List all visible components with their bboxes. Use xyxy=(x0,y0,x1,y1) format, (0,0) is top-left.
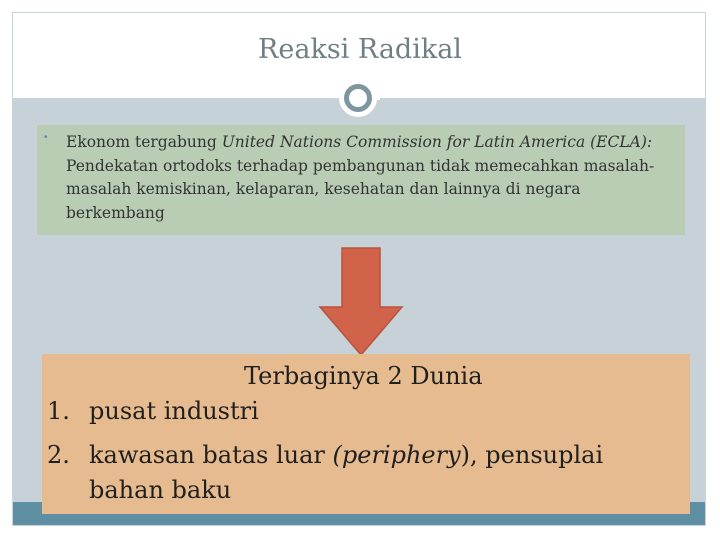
list-text-before: kawasan batas luar xyxy=(89,441,333,469)
list-number: 1. xyxy=(47,397,70,425)
bullet-org-name: United Nations Commission for Latin America xyxy=(221,133,586,151)
slide-title: Reaksi Radikal xyxy=(258,34,462,65)
list-text-after: ), pensuplai xyxy=(460,441,604,469)
bullet-marker: • xyxy=(44,132,48,143)
circle-ring-icon xyxy=(339,79,377,117)
bullet-text xyxy=(66,131,676,225)
result-title: Terbaginya 2 Dunia xyxy=(244,362,483,390)
list-item xyxy=(47,441,603,469)
title-divider-right xyxy=(380,98,705,100)
bullet-lead: Ekonom tergabung xyxy=(66,133,222,151)
list-item xyxy=(47,397,259,425)
list-text-italic: (periphery xyxy=(332,441,461,469)
list-item-continuation: bahan baku xyxy=(89,476,232,504)
title-divider-left xyxy=(13,98,340,100)
bullet-org-abbr: (ECLA): xyxy=(590,133,653,151)
down-arrow-icon xyxy=(318,247,404,357)
bullet-body: Pendekatan ortodoks terhadap pembangunan tidak memecahkan masalah-masalah kemiskinan, kelaparan, kesehatan dan lainnya di negara berkembang xyxy=(66,156,655,222)
list-text: pusat industri xyxy=(89,397,259,425)
list-number: 2. xyxy=(47,441,70,469)
circle-ring-inner xyxy=(344,84,372,112)
